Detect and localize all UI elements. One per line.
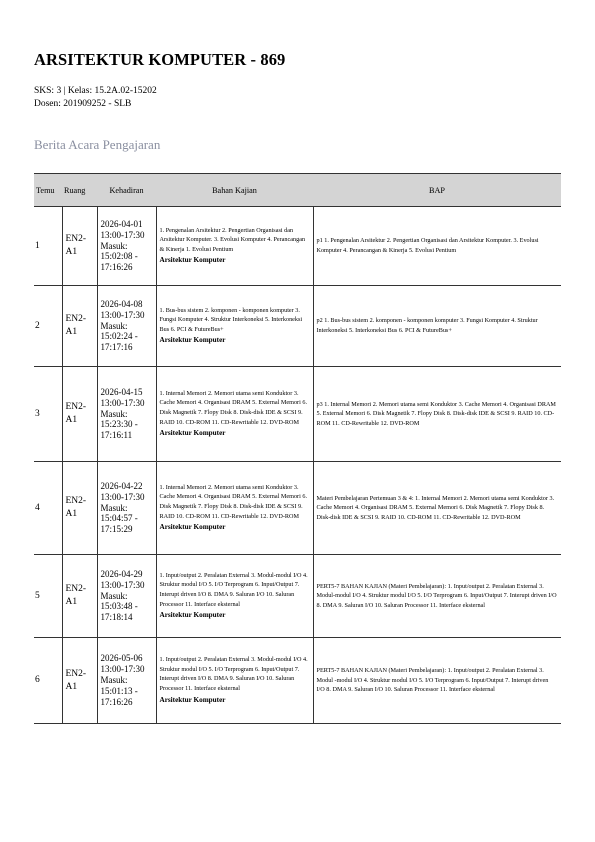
date-text: 2026-05-06 <box>100 653 143 664</box>
bahan-kajian-cell <box>156 207 313 286</box>
temu-cell: 2 <box>34 286 62 367</box>
kehadiran-cell <box>97 286 156 367</box>
kehadiran-cell <box>97 207 156 286</box>
date-text: 2026-04-29 <box>100 568 143 579</box>
schedule-text: 13:00-17:30 <box>100 491 145 502</box>
bahan-kajian-cell <box>156 555 313 638</box>
class-info: SKS: 3 | Kelas: 15.2A.02-15202 <box>34 86 157 96</box>
temu-cell: 6 <box>34 638 62 724</box>
bahan-kajian-cell <box>156 286 313 367</box>
ruang-cell: EN2-A1 <box>62 638 97 724</box>
bap-cell: p1 1. Pengenalan Arsitektur 2. Pengertian Organisasi dan Arsitektur Komputer. 3. Evolusi Komputer 4. Perancangan & Kinerja 5. Evolusi Pentium <box>313 207 561 286</box>
bap-cell: p2 1. Bus-bus sistem 2. komponen - komponen komputer 3. Fungsi Komputer 4. Struktur Interkoneksi 5. Interkoneksi Bus 6. PCI & FutureBus+ <box>313 286 561 367</box>
table-row <box>34 462 561 555</box>
checkout-time: 17:17:16 <box>100 342 133 353</box>
temu-cell: 5 <box>34 555 62 638</box>
schedule-text: 13:00-17:30 <box>100 229 145 240</box>
ruang-cell: EN2-A1 <box>62 286 97 367</box>
temu-cell: 1 <box>34 207 62 286</box>
date-text: 2026-04-22 <box>100 480 143 491</box>
checkin-time: 15:03:48 - <box>100 601 138 612</box>
col-header-bap: BAP <box>313 174 561 207</box>
checkout-time: 17:16:26 <box>100 696 133 707</box>
table-header-row <box>34 174 561 207</box>
topic-text: 1. Bus-bus sistem 2. komponen - komponen komputer 3. Fungsi Komputer 4. Struktur Interkoneksi 5. Interkoneksi Bus 6. PCI & FutureBus+ <box>159 306 303 333</box>
table-row <box>34 367 561 462</box>
checkout-time: 17:16:26 <box>100 262 133 273</box>
topic-text: 1. Internal Memori 2. Memori utama semi Konduktor 3. Cache Memori 4. Organisasi DRAM 5. External Memori 6. Disk Magnetik 7. Flopy Disk 8. Disk-disk IDE & SCSI 9. RAID 10. CD-ROM 11. CD-Rewritable 12. DVD-ROM <box>159 389 307 426</box>
bahan-kajian-cell <box>156 462 313 555</box>
course-name: Arsitektur Komputer <box>159 695 226 704</box>
kehadiran-cell <box>97 555 156 638</box>
course-name: Arsitektur Komputer <box>159 429 226 438</box>
temu-cell: 4 <box>34 462 62 555</box>
topic-text: 1. Input/output 2. Peralatan External 3. Modul-modul I/O 4. Struktur modul I/O 5. I/O Terprogram 6. Input/Output 7. Interupt driven I/O 8. DMA 9. Saluran I/O 10. Saluran Processor 11. Interface eksternal <box>159 656 308 693</box>
schedule-text: 13:00-17:30 <box>100 664 145 675</box>
checkin-label: Masuk: <box>100 240 128 251</box>
checkin-label: Masuk: <box>100 502 128 513</box>
bap-cell: PERT5-7 BAHAN KAJIAN (Materi Pembelajaran): 1. Input/output 2. Peralatan External 3. Modul-modul I/O 4. Struktur modul I/O 5. I/O Terprogram 6. Input/Output 7. Interupt driven I/O 8. DMA 9. Saluran I/O 10. Saluran Processor 11. Interface eksternal <box>313 555 561 638</box>
ruang-cell: EN2-A1 <box>62 367 97 462</box>
course-name: Arsitektur Komputer <box>159 523 226 532</box>
checkin-time: 15:01:13 - <box>100 685 138 696</box>
ruang-cell: EN2-A1 <box>62 462 97 555</box>
kehadiran-cell <box>97 367 156 462</box>
checkout-time: 17:16:11 <box>100 430 133 441</box>
bap-cell: PERT5-7 BAHAN KAJIAN (Materi Pembelajaran): 1. Input/output 2. Peralatan External 3. Modul -modul I/O 4. Struktur modul I/O 5. I/O Terprogram 6. Input/Output 7. Interupt driven I/O 8. DMA 9. Saluran I/O 10. Saluran Processor 11. Interface eksternal <box>313 638 561 724</box>
kehadiran-cell <box>97 638 156 724</box>
col-header-kehadiran: Kehadiran <box>97 174 156 207</box>
checkout-time: 17:18:14 <box>100 612 133 623</box>
temu-cell: 3 <box>34 367 62 462</box>
course-name: Arsitektur Komputer <box>159 336 226 345</box>
ruang-cell: EN2-A1 <box>62 555 97 638</box>
ruang-cell: EN2-A1 <box>62 207 97 286</box>
course-name: Arsitektur Komputer <box>159 256 226 265</box>
schedule-text: 13:00-17:30 <box>100 579 145 590</box>
schedule-text: 13:00-17:30 <box>100 309 145 320</box>
checkout-time: 17:15:29 <box>100 524 133 535</box>
teaching-record-table <box>34 173 561 724</box>
bahan-kajian-cell <box>156 638 313 724</box>
topic-text: 1. Pengenalan Arsitektur 2. Pengertian Organisasi dan Arsitektur Komputer. 3. Evolusi Komputer 4. Perancangan & Kinerja 1. Evolusi Pentium <box>159 226 306 253</box>
bap-cell: p3 1. Internal Memori 2. Memori utama semi Konduktor 3. Cache Memori 4. Organisasi DRAM 5. External Memori 6. Disk Magnetik 7. Flopy Disk 8. Disk-disk IDE & SCSI 9. RAID 10. CD-ROM 11. CD-Rewritable 12. DVD-ROM <box>313 367 561 462</box>
checkin-time: 15:02:08 - <box>100 251 138 262</box>
checkin-time: 15:04:57 - <box>100 513 138 524</box>
bahan-kajian-cell <box>156 367 313 462</box>
checkin-label: Masuk: <box>100 590 128 601</box>
col-header-temu: Temu <box>34 174 62 207</box>
checkin-time: 15:23:30 - <box>100 419 138 430</box>
table-row <box>34 207 561 286</box>
col-header-ruang: Ruang <box>62 174 97 207</box>
table-row <box>34 638 561 724</box>
section-title: Berita Acara Pengajaran <box>34 137 161 152</box>
course-name: Arsitektur Komputer <box>159 611 226 620</box>
checkin-label: Masuk: <box>100 408 128 419</box>
table-row <box>34 555 561 638</box>
topic-text: 1. Internal Memori 2. Memori utama semi Konduktor 3. Cache Memori 4. Organisasi DRAM 5. External Memori 6. Disk Magnetik 7. Flopy Disk 8. Disk-disk IDE & SCSI 9. RAID 10. CD-ROM 11. CD-Rewritable 12. DVD-ROM <box>159 483 307 520</box>
date-text: 2026-04-08 <box>100 298 143 309</box>
checkin-label: Masuk: <box>100 320 128 331</box>
schedule-text: 13:00-17:30 <box>100 397 145 408</box>
checkin-label: Masuk: <box>100 675 128 686</box>
date-text: 2026-04-15 <box>100 386 143 397</box>
bap-cell: Materi Pembelajaran Pertemuan 3 & 4: 1. Internal Memori 2. Memori utama semi Konduktor 3. Cache Memori 4. Organisasi DRAM 5. External Memori 6. Disk Magnetik 7. Flopy Disk 8. Disk-disk IDE & SCSI 9. RAID 10. CD-ROM 11. CD-Rewritable 12. DVD-ROM <box>313 462 561 555</box>
topic-text: 1. Input/output 2. Peralatan External 3. Modul-modul I/O 4. Struktur modul I/O 5. I/O Terprogram 6. Input/Output 7. Interupt driven I/O 8. DMA 9. Saluran I/O 10. Saluran Processor 11. Interface eksternal <box>159 571 308 608</box>
checkin-time: 15:02:24 - <box>100 331 138 342</box>
kehadiran-cell <box>97 462 156 555</box>
lecturer-info: Dosen: 201909252 - SLB <box>34 99 132 109</box>
col-header-bahan-kajian: Bahan Kajian <box>156 174 313 207</box>
table-row <box>34 286 561 367</box>
date-text: 2026-04-01 <box>100 218 143 229</box>
page-title: ARSITEKTUR KOMPUTER - 869 <box>34 50 286 69</box>
